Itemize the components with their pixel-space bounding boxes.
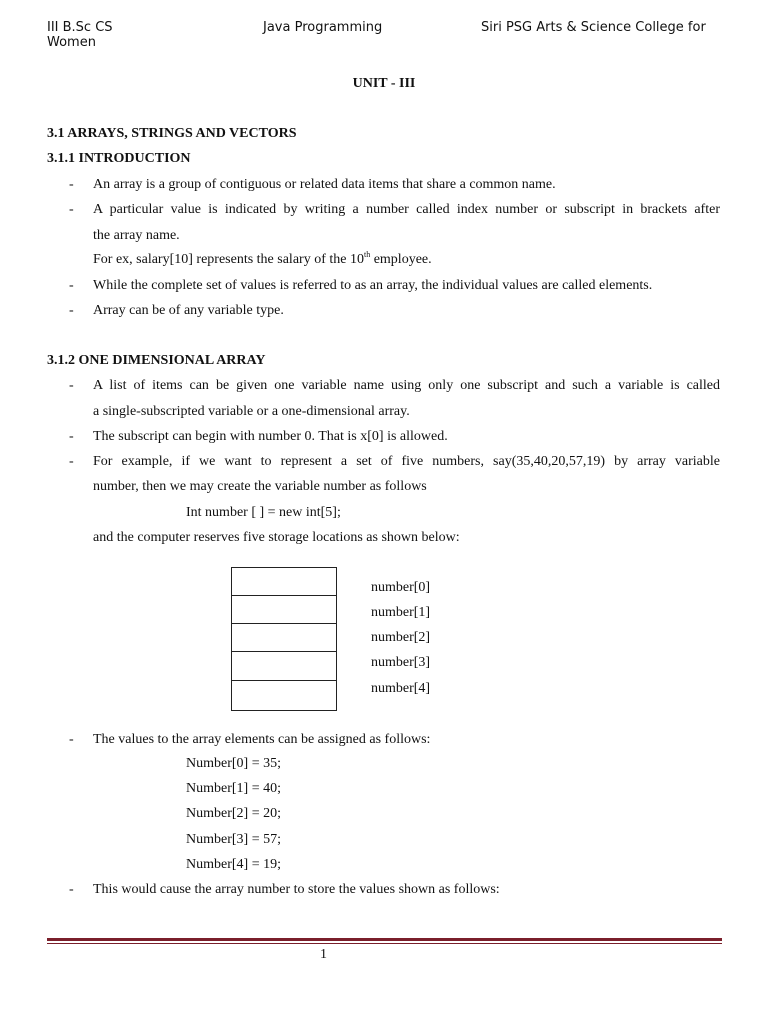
array-cell [231, 595, 337, 624]
array-cell-label: number[2] [371, 630, 431, 645]
oda-bullet-3-line-2: number, then we may create the variable number as follows [93, 479, 427, 494]
oda-bullet-1-line-1: A list of items can be given one variable name using only one subscript and such a variable is called [93, 378, 720, 393]
assignment-line: Number[0] = 35; [186, 756, 281, 771]
intro-bullet-3: While the complete set of values is referred to as an array, the individual values are called elements. [93, 278, 653, 293]
unit-title: UNIT - III [352, 76, 416, 91]
array-cell [231, 567, 337, 596]
assignment-line: Number[2] = 20; [186, 806, 281, 821]
assignment-line: Number[3] = 57; [186, 832, 281, 847]
assignment-line: Number[4] = 19; [186, 857, 281, 872]
bullet-dash: - [69, 732, 74, 747]
bullet-dash: - [69, 278, 74, 293]
page-number: 1 [320, 947, 327, 962]
example-text-end: employee. [370, 252, 432, 267]
footer-rule-thin [47, 943, 722, 944]
header-subject: Java Programming [263, 20, 383, 35]
reserve-text: and the computer reserves five storage locations as shown below: [93, 530, 460, 545]
code-declaration: Int number [ ] = new int[5]; [186, 505, 341, 520]
intro-bullet-1: An array is a group of contiguous or related data items that share a common name. [93, 177, 556, 192]
array-cell-label: number[1] [371, 605, 431, 620]
intro-bullet-2-line-1: A particular value is indicated by writing a number called index number or subscript in brackets after [93, 202, 720, 217]
intro-bullet-4: Array can be of any variable type. [93, 303, 284, 318]
array-cell-label: number[4] [371, 681, 431, 696]
array-cell-label: number[0] [371, 580, 431, 595]
bullet-dash: - [69, 202, 74, 217]
section-heading-3-1-2: 3.1.2 ONE DIMENSIONAL ARRAY [47, 353, 266, 368]
bullet-dash: - [69, 177, 74, 192]
bullet-dash: - [69, 882, 74, 897]
assignment-line: Number[1] = 40; [186, 781, 281, 796]
page-header [47, 20, 727, 52]
oda-bullet-1-line-2: a single-subscripted variable or a one-dimensional array. [93, 404, 410, 419]
oda-bullet-3-line-1: For example, if we want to represent a set of five numbers, say(35,40,20,57,19) by array variable [93, 454, 720, 469]
bullet-dash: - [69, 378, 74, 393]
array-cell [231, 680, 337, 711]
bullet-dash: - [69, 303, 74, 318]
intro-bullet-2-line-2: the array name. [93, 228, 180, 243]
section-heading-3-1: 3.1 ARRAYS, STRINGS AND VECTORS [47, 126, 297, 141]
header-college-wrap: Women [47, 35, 96, 50]
oda-bullet-5: This would cause the array number to store the values shown as follows: [93, 882, 500, 897]
example-text: For ex, salary[10] represents the salary of the 10 [93, 252, 364, 267]
intro-example [93, 251, 432, 269]
array-cell [231, 623, 337, 652]
footer-rule [47, 938, 722, 941]
array-cell-label: number[3] [371, 655, 431, 670]
header-college: Siri PSG Arts & Science College for [481, 20, 706, 35]
header-course: III B.Sc CS [47, 20, 113, 35]
section-heading-3-1-1: 3.1.1 INTRODUCTION [47, 151, 191, 166]
example-superscript: th [363, 250, 371, 259]
oda-bullet-2: The subscript can begin with number 0. That is x[0] is allowed. [93, 429, 448, 444]
bullet-dash: - [69, 454, 74, 469]
oda-bullet-4: The values to the array elements can be assigned as follows: [93, 732, 431, 747]
bullet-dash: - [69, 429, 74, 444]
array-cell [231, 651, 337, 681]
